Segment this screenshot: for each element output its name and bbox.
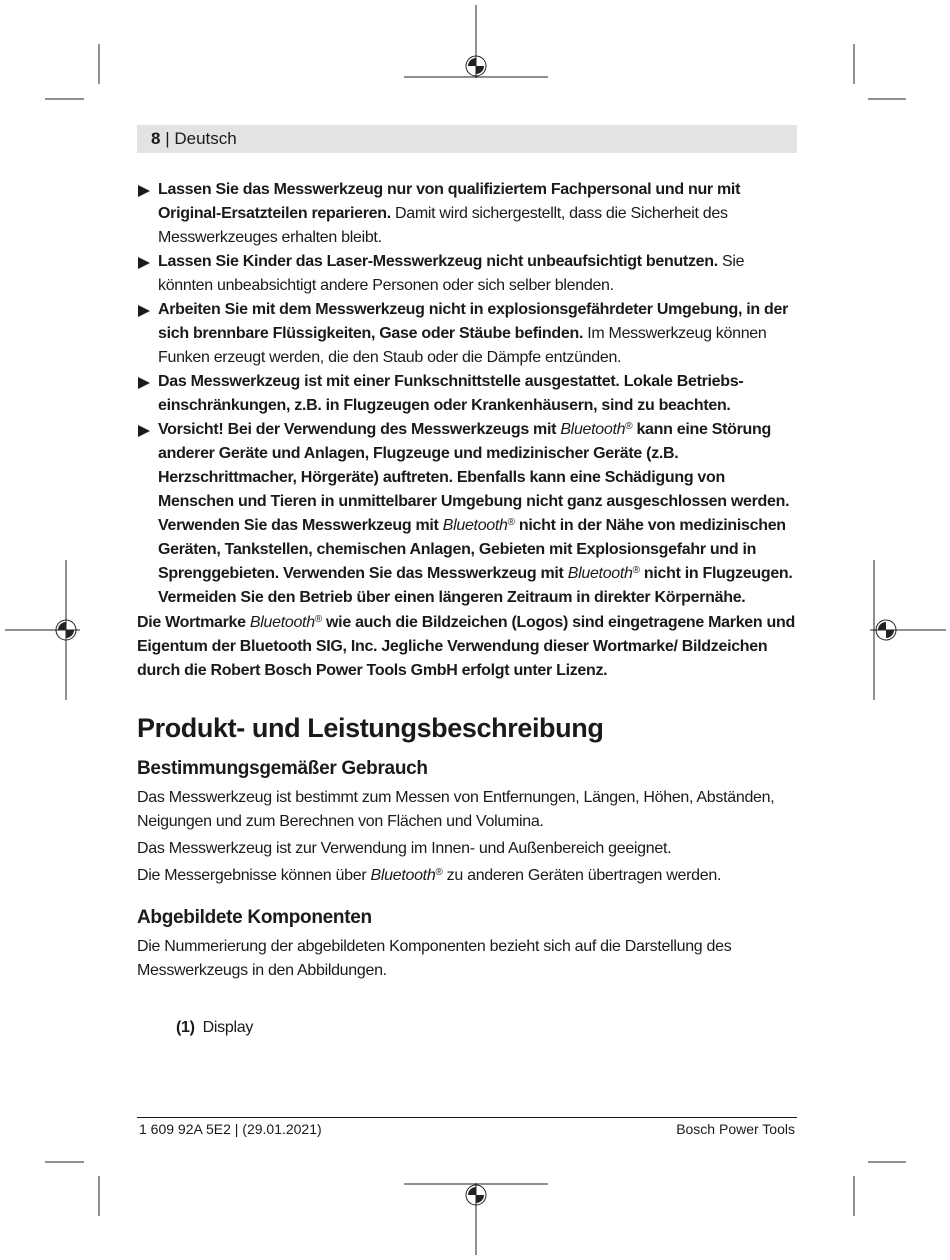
safety-bullet — [137, 298, 797, 370]
registered-mark: ® — [632, 565, 640, 576]
component-label: Display — [202, 1019, 254, 1036]
intended-use-paragraph: Das Messwerkzeug ist bestimmt zum Messen von Entfernungen, Längen, Höhen, Abständen, Neigungen und zum Berechnen von Flächen und Volumina. — [137, 789, 775, 830]
page-footer — [137, 1117, 797, 1137]
bullet-bold-text: Lassen Sie Kinder das Laser-Messwerkzeug nicht unbeaufsichtigt benutzen. — [158, 253, 718, 270]
header-separator: | — [165, 129, 170, 148]
section-title: Produkt- und Leistungsbeschreibung — [137, 713, 604, 743]
intended-use-heading: Bestimmungsgemäßer Gebrauch — [137, 758, 428, 779]
safety-bullet — [137, 178, 797, 250]
safety-bullet — [137, 250, 797, 298]
trademark-notice — [137, 611, 797, 683]
components-paragraph: Die Nummerierung der abgebildeten Komponenten bezieht sich auf die Darstellung des Messwerkzeugs in den Abbildungen. — [137, 938, 732, 979]
bullet-bold-text: kann eine Störung anderer Geräte und Anlagen, Flugzeuge und medizinischer Geräte (z.B. Herzschrittmacher, Hörgeräte) auftreten. Ebenfalls kann eine Schädigung von Menschen und Tieren in unmittelbarer Umgebung nicht ganz ausgeschlossen werden. Verwenden Sie das Messwerkzeug mit — [158, 421, 790, 534]
component-item — [137, 1016, 797, 1040]
bullet-bold-text: Das Messwerkzeug ist mit einer Funkschnittstelle ausgestattet. Lokale Betriebseinschränkungen, z.B. in Flugzeugen oder Krankenhäusern, sind zu beachten. — [158, 373, 744, 414]
footer-doc-id: 1 609 92A 5E2 | (29.01.2021) — [139, 1121, 322, 1137]
trademark-text: Die Wortmarke — [137, 614, 250, 631]
header-language: Deutsch — [174, 129, 237, 148]
bullet-text: Damit wird sichergestellt, dass die Sicherheit des Messwerkzeuges erhalten bleibt. — [158, 205, 728, 246]
footer-brand: Bosch Power Tools — [676, 1121, 795, 1137]
page-number: 8 — [151, 129, 161, 148]
paragraph-text: Die Messergebnisse können über — [137, 867, 371, 884]
bluetooth-word: Bluetooth — [370, 867, 436, 884]
trademark-text: wie auch die Bildzeichen (Logos) sind eingetragene Marken und Eigentum der Bluetooth SIG, Inc. Jegliche Verwendung dieser Wortmarke/ Bildzeichen durch die Robert Bosch Power Tools GmbH erfolgt unter Lizenz. — [137, 614, 795, 679]
registered-mark: ® — [625, 421, 633, 432]
bullet-bold-text: Vorsicht! Bei der Verwendung des Messwerkzeugs mit — [158, 421, 561, 438]
registered-mark: ® — [507, 517, 515, 528]
page-header — [137, 125, 797, 153]
bullet-text: Sie könnten unbeabsichtigt andere Personen oder sich selber blenden. — [158, 253, 745, 294]
registered-mark: ® — [314, 614, 322, 625]
paragraph-text: zu anderen Geräten übertragen werden. — [442, 867, 722, 884]
page-content — [137, 178, 797, 1040]
bluetooth-word: Bluetooth — [567, 565, 633, 582]
safety-bullet-bluetooth — [137, 418, 797, 610]
bullet-text: Im Messwerkzeug können Funken erzeugt werden, die den Staub oder die Dämpfe entzünden. — [158, 325, 767, 366]
bluetooth-word: Bluetooth — [249, 614, 315, 631]
bluetooth-word: Bluetooth — [560, 421, 626, 438]
component-number: (1) — [176, 1019, 195, 1036]
intended-use-paragraph — [137, 864, 797, 888]
intended-use-paragraph: Das Messwerkzeug ist zur Verwendung im Innen- und Außenbereich geeignet. — [137, 840, 672, 857]
bluetooth-word: Bluetooth — [442, 517, 508, 534]
bullet-bold-text: Lassen Sie das Messwerkzeug nur von qualifiziertem Fachpersonal und nur mit Original-Ersatzteilen reparieren. — [158, 181, 741, 222]
bullet-bold-text: Arbeiten Sie mit dem Messwerkzeug nicht in explosionsgefährdeter Umgebung, in der sich brennbare Flüssigkeiten, Gase oder Stäube befinden. — [158, 301, 789, 342]
registered-mark: ® — [435, 867, 443, 878]
bullet-bold-text: nicht in der Nähe von medizinischen Geräten, Tankstellen, chemischen Anlagen, Gebieten mit Explosionsgefahr und in Sprenggebieten. Verwenden Sie das Messwerkzeug mit — [158, 517, 786, 582]
bullet-bold-text: nicht in Flugzeugen. Vermeiden Sie den Betrieb über einen längeren Zeitraum in direkter Körpernähe. — [158, 565, 793, 606]
components-heading: Abgebildete Komponenten — [137, 907, 372, 928]
safety-bullet — [137, 370, 797, 418]
